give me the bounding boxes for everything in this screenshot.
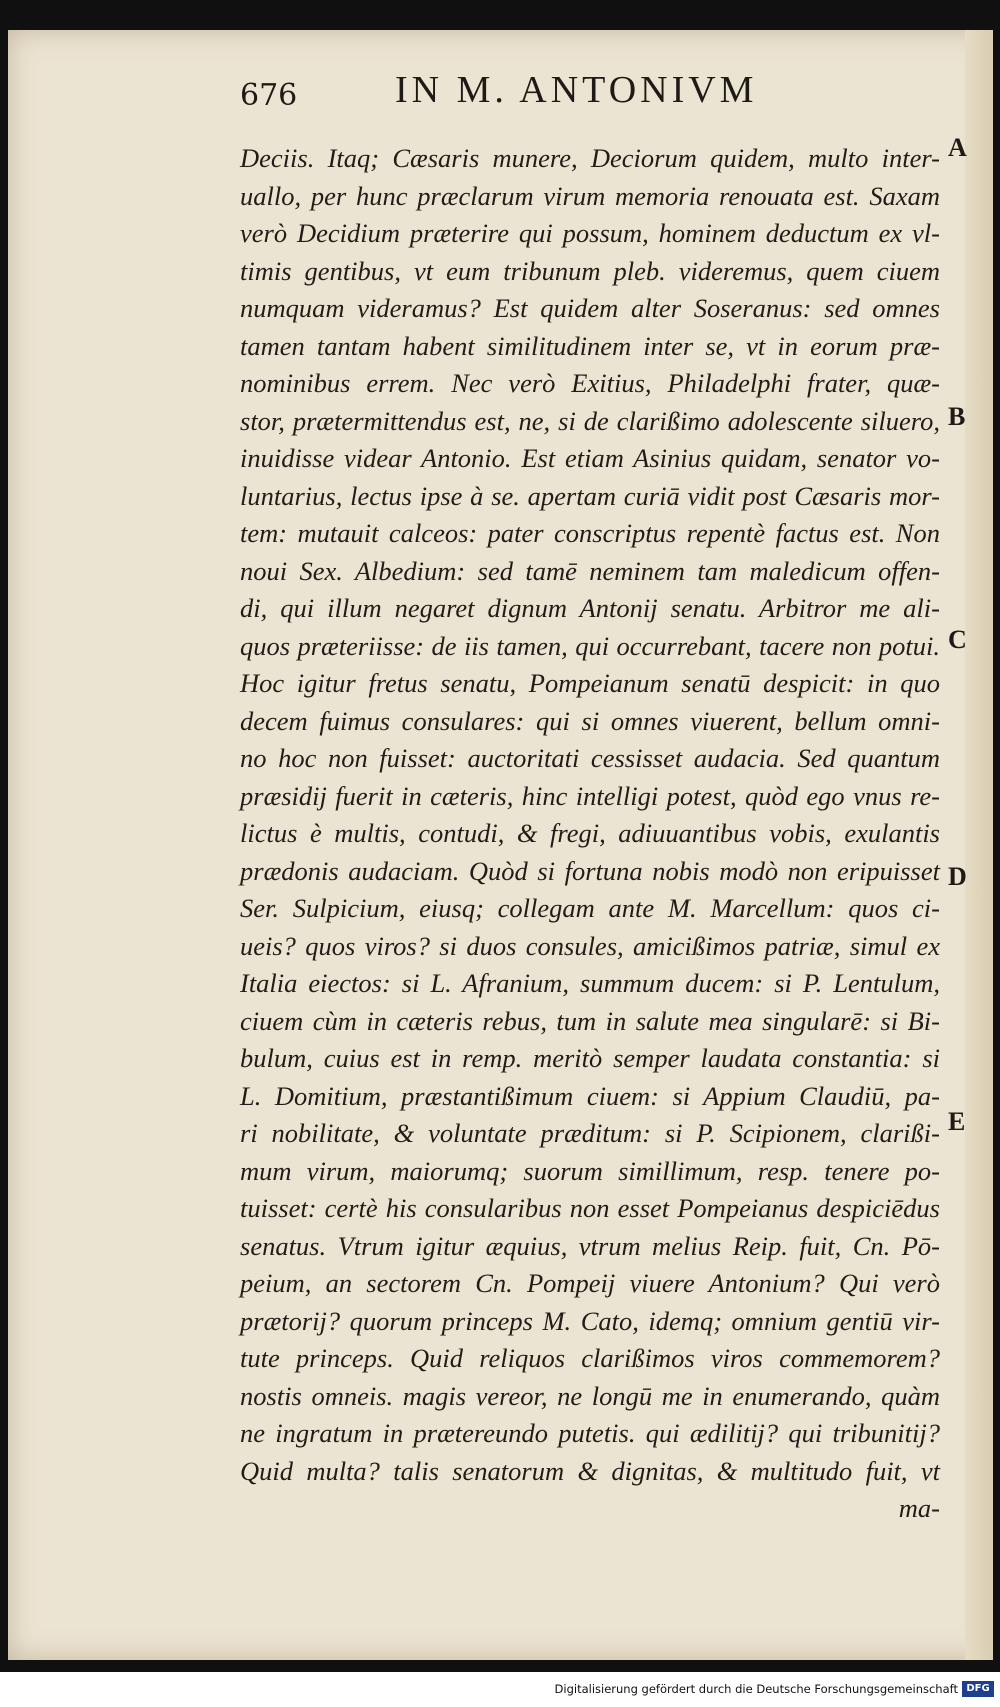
text-line: noui Sex. Albedium: sed tamē neminem tam maledicum offen- [240,555,940,586]
margin-letter: E [948,1107,966,1136]
page-header [240,68,840,118]
text-line: no hoc non fuisset: auctoritati cessisset audacia. Sed quantum [240,743,940,773]
text-line: Ser. Sulpicium, eiusq; collegam ante M. Marcellum: quos ci- [240,893,940,923]
text-line: tute princeps. Quid reliquos clarißimos viros commemorem? [240,1343,940,1373]
text-line: Deciis. Itaq; Cæsaris munere, Deciorum quidem, multo inter- [240,143,940,173]
text-line: Italia eiectos: si L. Afranium, summum ducem: si P. Lentulum, [240,968,940,998]
text-line: bulum, cuius est in remp. meritò semper laudata constantia: si [240,1043,940,1073]
text-line: prætorij? quorum princeps M. Cato, idemq; omnium gentiū vir- [240,1305,940,1336]
margin-letter: A [948,133,967,162]
text-line: tamen tantam habent similitudinem inter se, vt in eorum præ- [240,330,940,361]
text-line: ueis? quos viros? si duos consules, amicißimos patriæ, simul ex [240,930,940,961]
text-line: di, qui illum negaret dignum Antonij senatu. Arbitror me ali- [240,593,940,623]
text-line: Quid multa? talis senatorum & dignitas, & multitudo fuit, vt [240,1455,940,1486]
text-line: ne ingratum in prætereundo putetis. qui ædilitij? qui tribunitij? [240,1418,940,1448]
text-line: tuisset: certè his consularibus non esset Pompeianus despiciēdus [240,1193,940,1223]
text-line: lictus è multis, contudi, & fregi, adiuuantibus vobis, exulantis [240,818,940,848]
text-line: senatus. Vtrum igitur æquius, vtrum melius Reip. fuit, Cn. Pō- [240,1230,940,1261]
running-head: IN M. ANTONIVM [395,69,758,111]
text-line: Hoc igitur fretus senatu, Pompeianum senatū despicit: in quo [240,668,940,698]
text-line: peium, an sectorem Cn. Pompeij viuere Antonium? Qui verò [240,1268,940,1298]
text-line: nominibus errem. Nec verò Exitius, Philadelphi frater, quæ- [240,368,940,398]
text-line: timis gentibus, vt eum tribunum pleb. videremus, quem ciuem [240,255,940,286]
text-line: decem fuimus consulares: qui si omnes viuerent, bellum omni- [240,705,940,736]
page-edge [965,30,993,1660]
text-line: numquam videramus? Est quidem alter Soseranus: sed omnes [240,293,940,323]
text-line: quos præteriisse: de iis tamen, qui occurrebant, tacere non potui. [240,630,940,661]
text-line: uallo, per hunc præclarum virum memoria renouata est. Saxam [240,180,940,211]
page-number: 676 [240,78,298,113]
margin-letter: B [948,402,966,431]
footer-credit: Digitalisierung gefördert durch die Deutsche Forschungsgemeinschaft [554,1682,958,1696]
margin-letter: D [948,862,967,891]
text-line: L. Domitium, præstantißimum ciuem: si Appium Claudiū, pa- [240,1080,940,1111]
dfg-logo-icon: DFG [962,1681,994,1697]
text-line: nostis omneis. magis vereor, ne longū me in enumerando, quàm [240,1380,940,1411]
body-text [240,140,940,1528]
text-line: verò Decidium præterire qui possum, hominem deductum ex vl- [240,218,940,248]
text-line: præsidij fuerit in cæteris, hinc intelligi potest, quòd ego vnus re- [240,780,940,811]
text-line: ciuem cùm in cæteris rebus, tum in salute mea singularē: si Bi- [240,1005,940,1036]
text-line: ma- [898,1493,940,1523]
margin-letter: C [948,625,967,654]
text-line: ri nobilitate, & voluntate præditum: si P. Scipionem, clarißi- [240,1118,940,1148]
text-line: mum virum, maiorumq; suorum simillimum, resp. tenere po- [240,1155,940,1186]
text-line: tem: mutauit calceos: pater conscriptus repentè factus est. Non [240,518,940,548]
text-line: inuidisse videar Antonio. Est etiam Asinius quidam, senator vo- [240,443,940,473]
text-line: prædonis audaciam. Quòd si fortuna nobis modò non eripuisset [240,855,940,886]
footer [0,1672,1000,1707]
text-line: stor, prætermittendus est, ne, si de clarißimo adolescente siluero, [240,405,940,436]
text-line: luntarius, lectus ipse à se. apertam curiā vidit post Cæsaris mor- [240,480,940,511]
